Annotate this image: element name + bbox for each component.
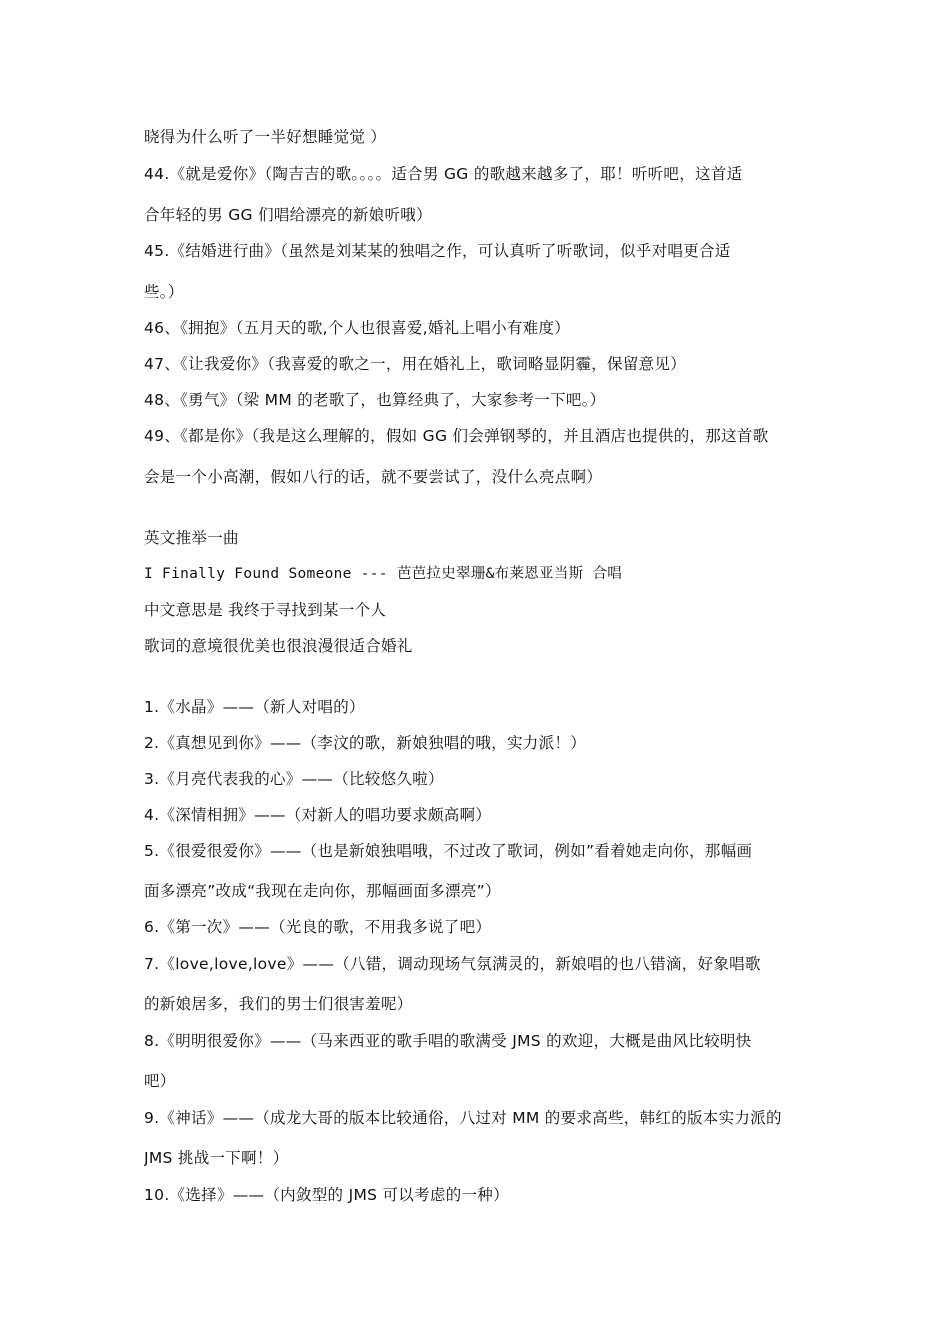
text-line: 49、《都是你》（我是这么理解的，假如 GG 们会弹钢琴的，并且酒店也提供的，那这首歌 [144,427,769,445]
list-item: 6.《第一次》——（光良的歌，不用我多说了吧） [144,918,492,936]
list-item: 10.《选择》——（内敛型的 JMS 可以考虑的一种） [144,1186,509,1204]
list-item: 3.《月亮代表我的心》——（比较悠久啦） [144,770,444,788]
section-heading: 英文推举一曲 [144,529,239,547]
list-item: 9.《神话》——（成龙大哥的版本比较通俗，八过对 MM 的要求高些，韩红的版本实力派的 [144,1109,782,1127]
text-line: 些。） [144,283,184,301]
text-line: 会是一个小高潮，假如八行的话，就不要尝试了，没什么亮点啊） [144,468,603,486]
text-line: 46、《拥抱》（五月天的歌,个人也很喜爱,婚礼上唱小有难度） [144,319,571,337]
list-item: 5.《很爱很爱你》——（也是新娘独唱哦，不过改了歌词，例如”看着她走向你，那幅画 [144,842,753,860]
list-item: 8.《明明很爱你》——（马来西亚的歌手唱的歌满受 JMS 的欢迎，大概是曲风比较明快 [144,1032,752,1050]
text-line: 48、《勇气》（梁 MM 的老歌了，也算经典了，大家参考一下吧。） [144,391,606,409]
list-item: 2.《真想见到你》——（李汶的歌，新娘独唱的哦，实力派！） [144,734,586,752]
list-item-continuation: 的新娘居多，我们的男士们很害羞呢） [144,995,413,1013]
text-line: 中文意思是 我终于寻找到某一个人 [144,601,387,619]
text-line: 47、《让我爱你》（我喜爱的歌之一，用在婚礼上，歌词略显阴霾，保留意见） [144,355,687,373]
list-item-continuation: 面多漂亮”改成“我现在走向你，那幅画面多漂亮”） [144,882,501,900]
list-item-continuation: 吧） [144,1072,176,1090]
text-line: 45.《结婚进行曲》（虽然是刘某某的独唱之作，可认真听了听歌词，似乎对唱更合适 [144,242,731,260]
text-line: 歌词的意境很优美也很浪漫很适合婚礼 [144,637,413,655]
text-line: 合年轻的男 GG 们唱给漂亮的新娘听哦） [144,206,432,224]
text-line: I Finally Found Someone --- 芭芭拉史翠珊&布莱恩亚当斯 合唱 [144,566,623,582]
list-item: 7.《love,love,love》——（八错，调动现场气氛满灵的，新娘唱的也八错滴，好象唱歌 [144,955,761,973]
text-line: 44.《就是爱你》（陶吉吉的歌。。。。适合男 GG 的歌越来越多了，耶！听听吧，这首适 [144,165,743,183]
list-item-continuation: JMS 挑战一下啊！） [144,1149,289,1167]
list-item: 1.《水晶》——（新人对唱的） [144,698,365,716]
text-line: 晓得为什么听了一半好想睡觉觉 ） [144,128,387,146]
list-item: 4.《深情相拥》——（对新人的唱功要求颇高啊） [144,806,492,824]
